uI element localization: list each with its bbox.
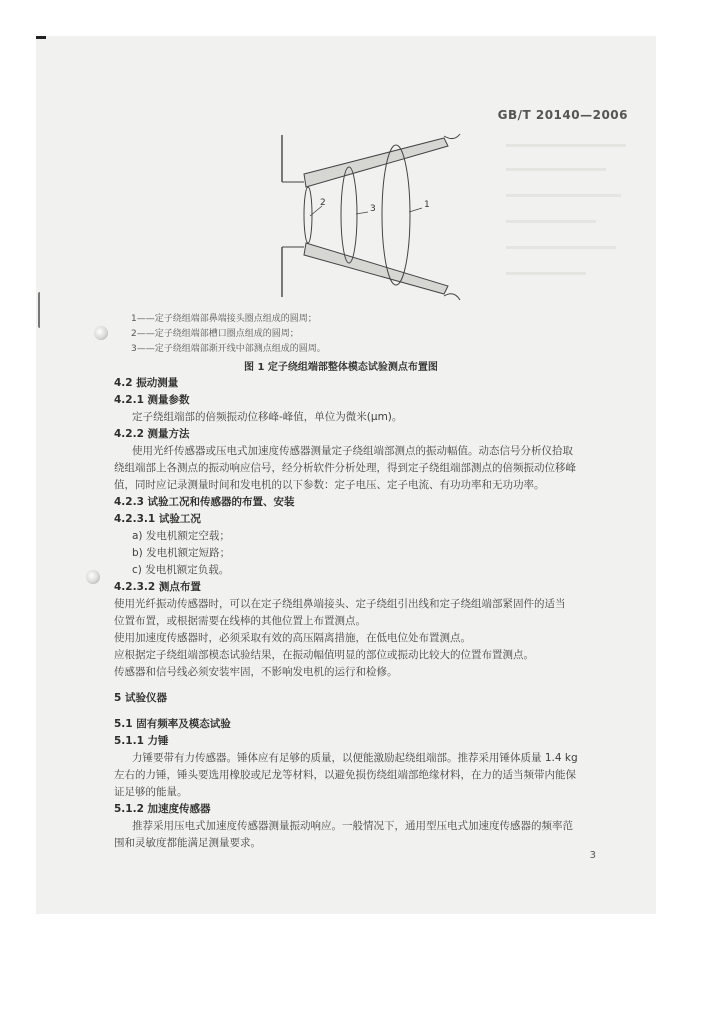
subsection-heading: 5.1.2 加速度传感器 bbox=[114, 803, 211, 815]
figure-title: 图 1 定子绕组端部整体模态试验测点布置图 bbox=[244, 362, 438, 373]
figure-label: 3 bbox=[370, 204, 376, 214]
subsection-heading: 4.2.3.2 测点布置 bbox=[114, 581, 201, 593]
paragraph-line: 传感器和信号线必须安装牢固，不影响发电机的运行和检修。 bbox=[114, 666, 398, 678]
bleed-through bbox=[506, 194, 621, 197]
paragraph-line: 围和灵敏度都能满足测量要求。 bbox=[114, 837, 261, 849]
punch-hole-mark bbox=[86, 570, 100, 584]
figure-caption-line: 2——定子绕组端部槽口圈点组成的圆周； bbox=[131, 329, 299, 339]
bleed-through bbox=[506, 272, 586, 275]
paragraph-line: 力锤要带有力传感器。锤体应有足够的质量，以便能激励起绕组端部。推荐采用锤体质量 1.4 kg bbox=[132, 752, 578, 764]
paragraph-line: 使用光纤传感器或压电式加速度传感器测量定子绕组端部测点的振动幅值。动态信号分析仪拾取 bbox=[132, 445, 573, 457]
scanned-page bbox=[36, 36, 656, 914]
subsection-heading: 4.2.1 测量参数 bbox=[114, 394, 190, 406]
figure-label: 1 bbox=[424, 200, 430, 210]
subsection-heading: 4.2.3 试验工况和传感器的布置、安装 bbox=[114, 496, 295, 508]
section-heading: 5 试验仪器 bbox=[114, 692, 167, 704]
paragraph-line: 应根据定子绕组端部模态试验结果，在振动幅值明显的部位或振动比较大的位置布置测点。 bbox=[114, 649, 534, 661]
paragraph-line: 使用光纤振动传感器时，可以在定子绕组鼻端接头、定子绕组引出线和定子绕组端部紧固件的适当 bbox=[114, 598, 566, 610]
paragraph-line: 绕组端部上各测点的振动响应信号，经分析软件分析处理，得到定子绕组端部测点的倍频振动位移峰 bbox=[114, 462, 576, 474]
subsection-heading: 5.1 固有频率及模态试验 bbox=[114, 718, 231, 730]
subsection-heading: 5.1.1 力锤 bbox=[114, 735, 169, 747]
list-item: c) 发电机额定负载。 bbox=[132, 564, 230, 576]
paragraph-line: 左右的力锤，锤头要选用橡胶或尼龙等材料，以避免损伤绕组端部绝缘材料，在力的适当频带内能保 bbox=[114, 769, 576, 781]
scan-edge-mark bbox=[38, 292, 42, 328]
page-number: 3 bbox=[589, 850, 596, 861]
paragraph-line: 位置布置，或根据需要在线棒的其他位置上布置测点。 bbox=[114, 615, 366, 627]
bleed-through bbox=[506, 246, 616, 249]
section-heading: 4.2 振动测量 bbox=[114, 377, 179, 389]
figure-label: 2 bbox=[320, 198, 326, 208]
bleed-through bbox=[506, 220, 596, 223]
standard-code: GB/T 20140—2006 bbox=[497, 108, 628, 122]
paragraph-line: 推荐采用压电式加速度传感器测量振动响应。一般情况下，通用型压电式加速度传感器的频率范 bbox=[132, 820, 573, 832]
list-item: a) 发电机额定空载； bbox=[132, 530, 230, 542]
paragraph-line: 使用加速度传感器时，必须采取有效的高压隔离措施，在低电位处布置测点。 bbox=[114, 632, 471, 644]
figure-caption-line: 1——定子绕组端部鼻端接头圈点组成的圆周； bbox=[131, 314, 317, 324]
scan-edge-bar bbox=[36, 36, 46, 39]
paragraph-line: 值，同时应记录测量时间和发电机的以下参数：定子电压、定子电流、有功功率和无功功率。 bbox=[114, 479, 545, 491]
bleed-through bbox=[506, 144, 626, 147]
paragraph-line: 证足够的能量。 bbox=[114, 786, 188, 798]
figure-caption-line: 3——定子绕组端部渐开线中部测点组成的圆周。 bbox=[131, 344, 326, 354]
paragraph-line: 定子绕组端部的倍频振动位移峰-峰值，单位为微米(μm)。 bbox=[132, 411, 403, 423]
list-item: b) 发电机额定短路； bbox=[132, 547, 231, 559]
subsection-heading: 4.2.3.1 试验工况 bbox=[114, 513, 201, 525]
subsection-heading: 4.2.2 测量方法 bbox=[114, 428, 190, 440]
winding-end-svg bbox=[276, 132, 476, 302]
bleed-through bbox=[506, 168, 606, 171]
punch-hole-mark bbox=[94, 326, 108, 340]
winding-end-diagram bbox=[276, 132, 476, 302]
